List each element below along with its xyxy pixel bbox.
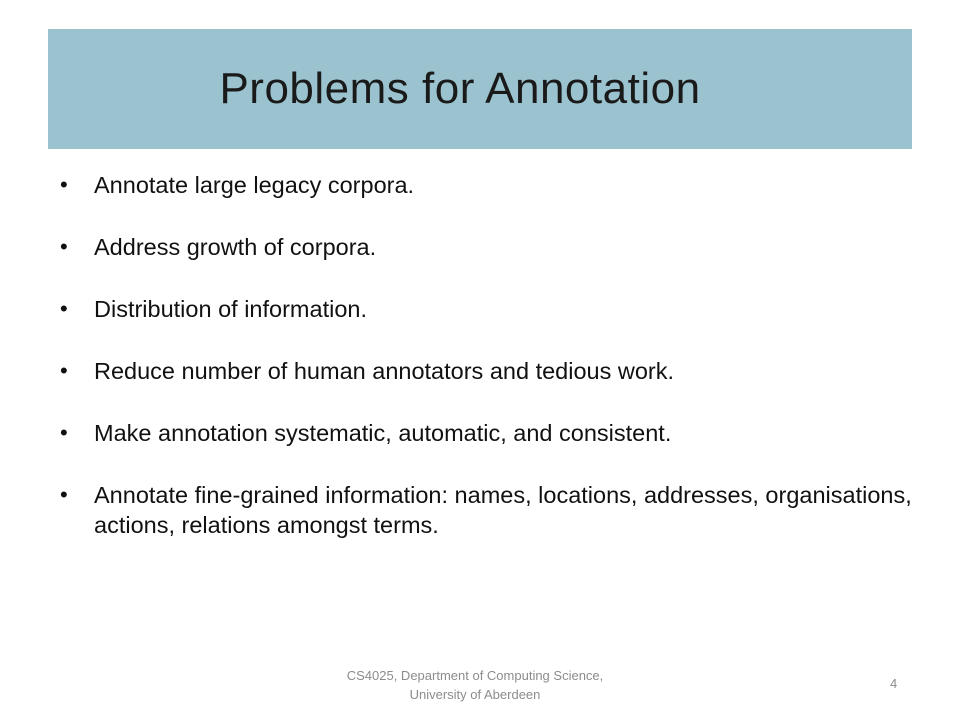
bullet-icon: •	[60, 420, 68, 445]
slide-footer	[300, 666, 650, 704]
bullet-icon: •	[60, 296, 68, 321]
slide-title-bar	[48, 29, 912, 149]
bullet-item	[58, 232, 918, 262]
footer-line-university: University of Aberdeen	[409, 687, 541, 702]
bullet-item	[58, 356, 918, 386]
bullet-item	[58, 170, 918, 200]
bullet-text: Annotate large legacy corpora.	[94, 172, 415, 198]
bullet-text: Distribution of information.	[94, 296, 367, 322]
bullet-text: Annotate fine-grained information: names, locations, addresses, organisations, actions, relations amongst terms.	[94, 482, 912, 538]
bullet-list	[58, 170, 918, 540]
bullet-text: Make annotation systematic, automatic, and consistent.	[94, 420, 672, 446]
bullet-icon: •	[60, 234, 68, 259]
bullet-icon: •	[60, 358, 68, 383]
bullet-icon: •	[60, 482, 68, 507]
bullet-item	[58, 480, 918, 540]
slide-title: Problems for Annotation	[219, 64, 701, 113]
footer-line-course: CS4025, Department of Computing Science,	[346, 668, 604, 683]
page-number: 4	[890, 676, 898, 691]
bullet-text: Reduce number of human annotators and tedious work.	[94, 358, 675, 384]
bullet-icon: •	[60, 172, 68, 197]
bullet-item	[58, 418, 918, 448]
bullet-text: Address growth of corpora.	[94, 234, 377, 260]
bullet-item	[58, 294, 918, 324]
